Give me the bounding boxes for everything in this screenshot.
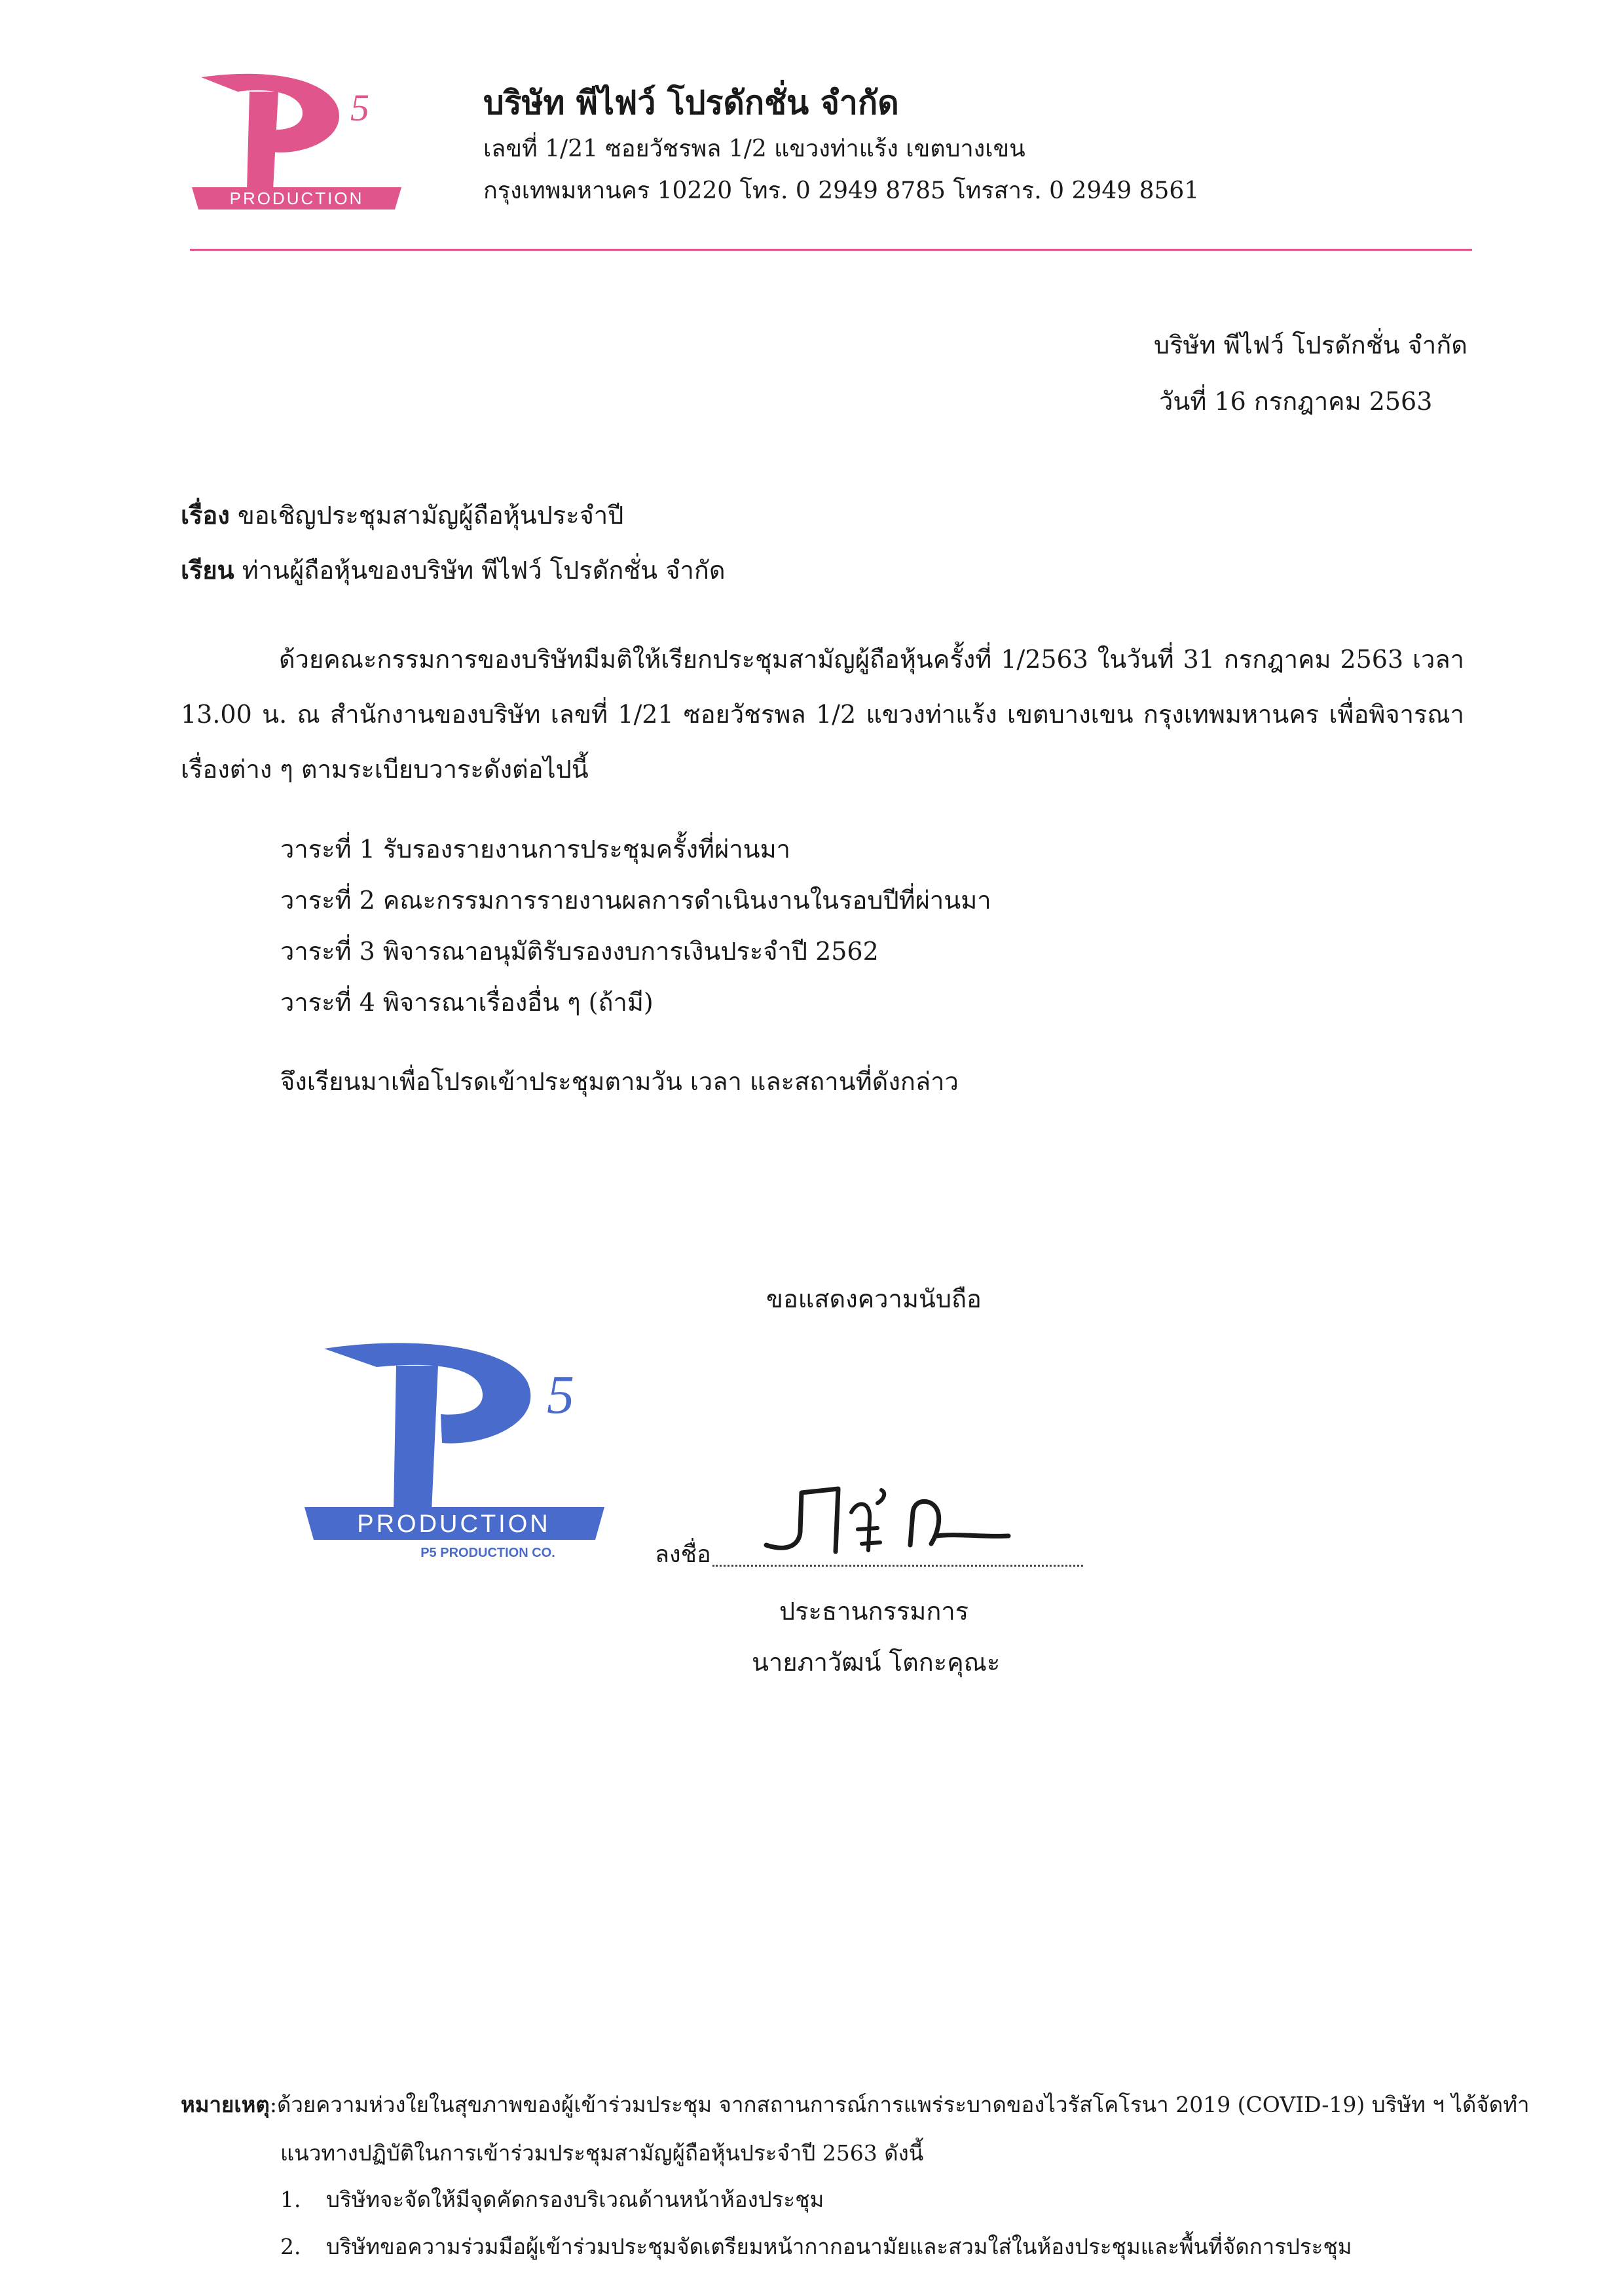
footnote (181, 2087, 1529, 2122)
company-name: บริษัท พีไฟว์ โปรดักชั่น จำกัด (483, 83, 899, 122)
company-logo (187, 72, 409, 216)
subject-label: เรื่อง (181, 500, 230, 530)
agenda-item: วาระที่ 2 คณะกรรมการรายงานผลการดำเนินงานในรอบปีที่ผ่านมา (280, 886, 991, 915)
agenda-item: วาระที่ 3 พิจารณาอนุมัติรับรองงบการเงินประจำปี 2562 (280, 937, 879, 966)
handwritten-signature (747, 1473, 1022, 1571)
footnote-item (280, 2182, 824, 2217)
stamp-small-text: P5 PRODUCTION CO. (420, 1546, 555, 1560)
footnote-item-text: บริษัทจะจัดให้มีจุดคัดกรองบริเวณด้านหน้าห้องประชุม (326, 2187, 824, 2212)
footnote-label: หมายเหตุ (181, 2092, 270, 2117)
letter-subject (181, 495, 623, 535)
agenda-item: วาระที่ 4 พิจารณาเรื่องอื่น ๆ (ถ้ามี) (280, 988, 654, 1017)
closing-sentence: จึงเรียนมาเพื่อโปรดเข้าประชุมตามวัน เวลา และสถานที่ดังกล่าว (280, 1067, 959, 1096)
footnote-item-number: 2. (280, 2234, 301, 2259)
agenda-list (280, 824, 991, 1028)
company-address-line1: เลขที่ 1/21 ซอยวัชรพล 1/2 แขวงท่าแร้ง เขตบางเขน (483, 136, 1025, 162)
recipient-label: เรียน (181, 555, 234, 585)
letter-body: ด้วยคณะกรรมการของบริษัทมีมติให้เรียกประชุมสามัญผู้ถือหุ้นครั้งที่ 1/2563 ในวันที่ 31 กรกฎาคม 2563 เวลา 13.00 น. ณ สำนักงานของบริษัท เลขที่ 1/21 ซอยวัชรพล 1/2 แขวงท่าแร้ง เขตบางเขน กรุงเทพมหานคร เพื่อพิจารณาเรื่องต่าง ๆ ตามระเบียบวาระดังต่อไปนี้ (181, 645, 1464, 784)
company-address-line2: กรุงเทพมหานคร 10220 โทร. 0 2949 8785 โทรสาร. 0 2949 8561 (483, 177, 1200, 204)
letter-date: วันที่ 16 กรกฎาคม 2563 (1159, 387, 1433, 416)
stamp-word: PRODUCTION (357, 1510, 551, 1538)
footnote-text: :ด้วยความห่วงใยในสุขภาพของผู้เข้าร่วมประชุม จากสถานการณ์การแพร่ระบาดของไวรัสโคโรนา 2019 (COVID-19) บริษัท ฯ ได้จัดทำ (269, 2092, 1530, 2117)
stamp-superscript: 5 (547, 1364, 574, 1425)
footnote-item-number: 1. (280, 2187, 301, 2212)
header-divider (190, 249, 1472, 251)
regards: ขอแสดงความนับถือ (766, 1285, 982, 1313)
signer-title: ประธานกรรมการ (779, 1597, 969, 1626)
footnote-continuation: แนวทางปฏิบัติในการเข้าร่วมประชุมสามัญผู้ถือหุ้นประจำปี 2563 ดังนี้ (280, 2140, 924, 2166)
company-stamp (298, 1336, 665, 1571)
footnote-item (280, 2229, 1352, 2264)
sender-company: บริษัท พีไฟว์ โปรดักชั่น จำกัด (1154, 331, 1467, 359)
signer-name: นายภาวัฒน์ โตกะคุณะ (752, 1648, 1001, 1677)
logo-superscript: 5 (350, 86, 369, 129)
footnote-item-text: บริษัทขอความร่วมมือผู้เข้าร่วมประชุมจัดเตรียมหน้ากากอนามัยและสวมใส่ในห้องประชุมและพื้นที่จัดการประชุม (326, 2234, 1352, 2259)
sign-label: ลงชื่อ (655, 1541, 711, 1568)
recipient-text: ท่านผู้ถือหุ้นของบริษัท พีไฟว์ โปรดักชั่น จำกัด (234, 556, 726, 585)
letter-recipient (181, 550, 726, 590)
logo-word: PRODUCTION (229, 189, 364, 208)
agenda-item: วาระที่ 1 รับรองรายงานการประชุมครั้งที่ผ่านมา (280, 835, 791, 864)
subject-text: ขอเชิญประชุมสามัญผู้ถือหุ้นประจำปี (229, 501, 624, 530)
